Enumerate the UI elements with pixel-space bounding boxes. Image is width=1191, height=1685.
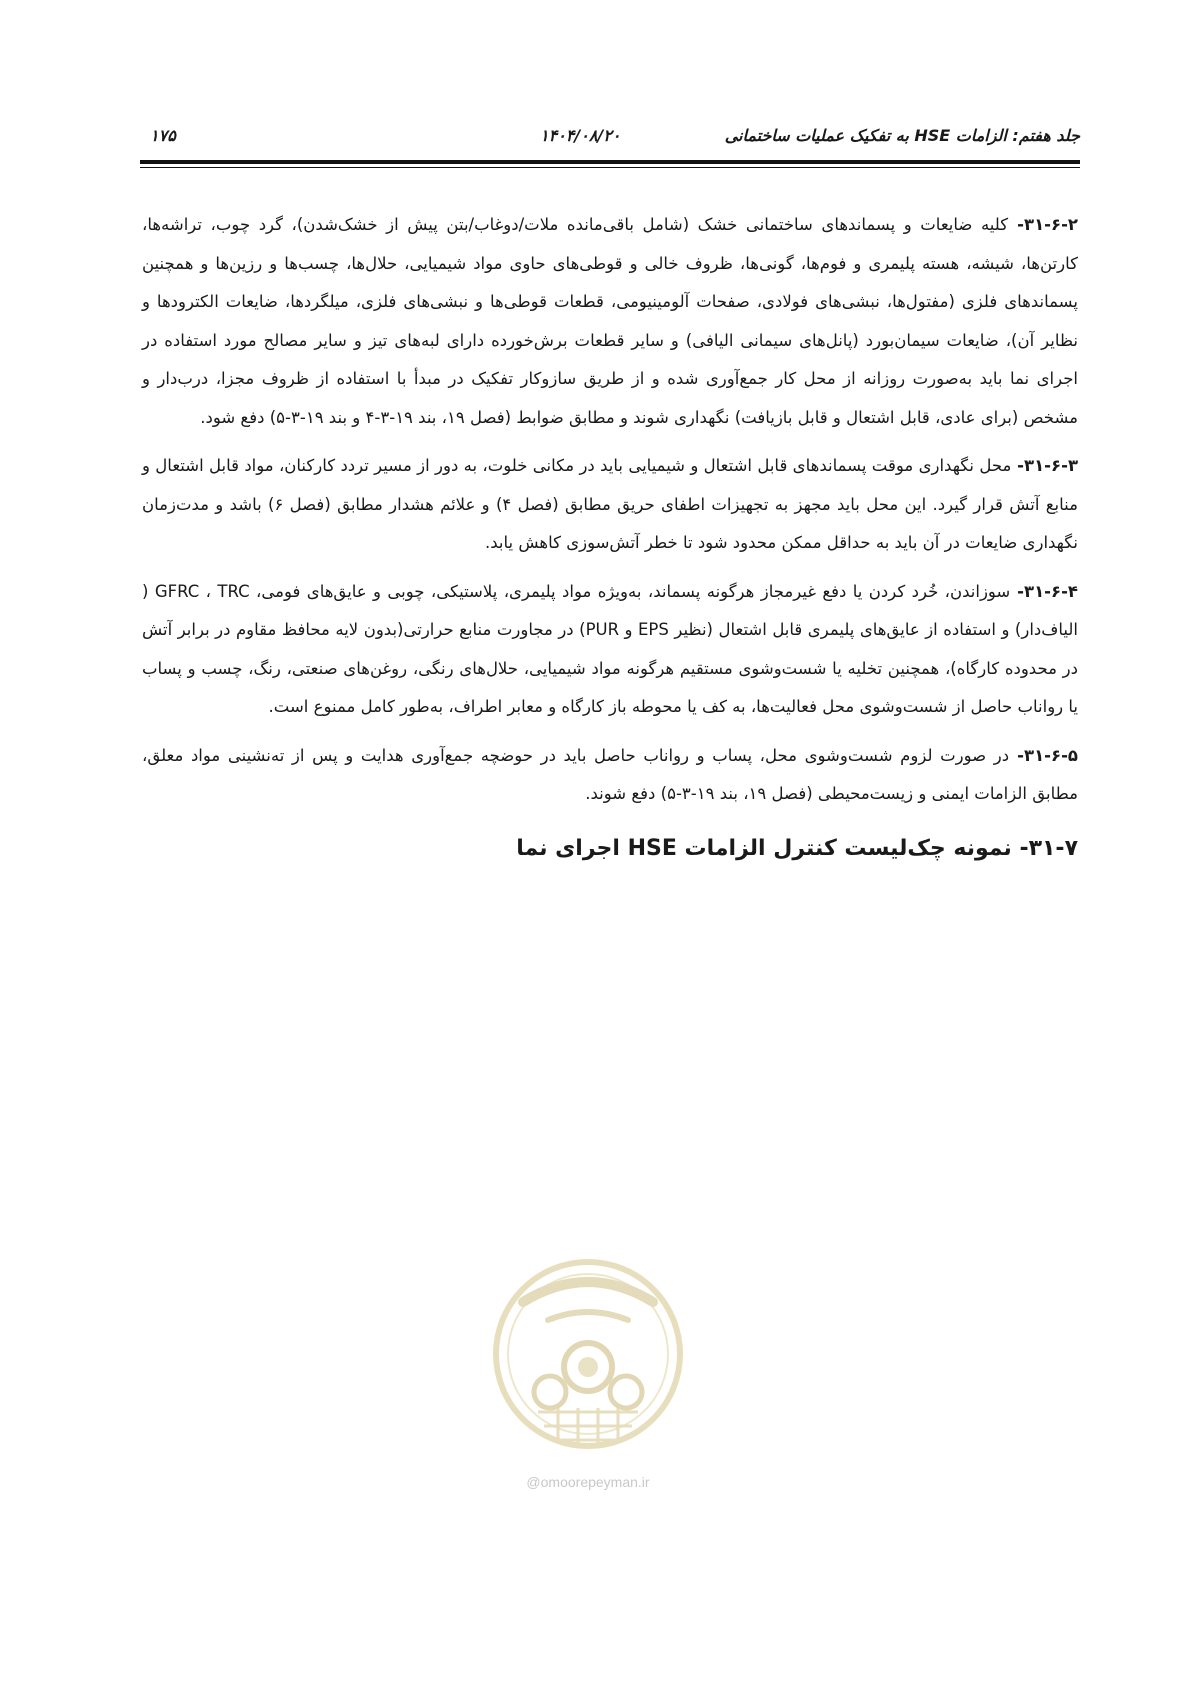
running-title: جلد هفتم: الزامات HSE به تفکیک عملیات ساختمانی bbox=[724, 126, 1080, 145]
clause-number: ۳۱-۶-۳ bbox=[1024, 456, 1079, 475]
header-date: ۱۴۰۴/۰۸/۲۰ bbox=[540, 126, 621, 145]
section-heading: ۳۱-۷- نمونه چک‌لیست کنترل الزامات HSE اجرای نما bbox=[516, 835, 1078, 861]
clause-dash: - bbox=[1008, 215, 1025, 234]
clause-number: ۳۱-۶-۲ bbox=[1024, 215, 1078, 234]
watermark-logo bbox=[478, 1242, 698, 1502]
page-header bbox=[140, 126, 1080, 160]
watermark-url: @omoorepeyman.ir bbox=[526, 1474, 650, 1490]
clause-dash: - bbox=[1010, 581, 1025, 601]
paragraph-text: محل نگهداری موقت پسماندهای قابل اشتعال و شیمیایی باید در مکانی خلوت، به دور از مسیر تردد کارکنان، مواد قابل اشتعال و منابع آتش قرار گیرد. این محل باید مجهز به تجهیزات اطفای حریق مطابق (فصل ۴) و علائم هشدار مطابق (فصل ۶) باشد و مدت‌زمان نگهداری ضایعات در آن باید به حداقل ممکن محدود شود تا خطر آتش‌سوزی کاهش یابد. bbox=[142, 456, 1078, 552]
paragraph-31-6-3 bbox=[142, 447, 1078, 563]
clause-dash: - bbox=[1009, 745, 1025, 765]
paragraph-text: سوزاندن، خُرد کردن یا دفع غیرمجاز هرگونه پسماند، به‌ویژه مواد پلیمری، پلاستیکی، چوبی و عایق‌های فومی، GFRC ، TRC ( الیاف‌دار) و استفاده از عایق‌های پلیمری قابل اشتعال (نظیر EPS و PUR) در مجاورت منابع حرارتی(بدون لایه محافظ مقاوم در برابر آتش در محدوده کارگاه)، همچنین تخلیه یا شست‌وشوی مستقیم هرگونه مواد شیمیایی، حلال‌های رنگی، روغن‌های صنعتی، رنگ، چسب و پساب یا رواناب حاصل از شست‌وشوی محل فعالیت‌ها، به کف یا محوطه باز کارگاه و معابر اطراف، به‌طور کامل ممنوع است. bbox=[142, 581, 1078, 716]
paragraph-31-6-2 bbox=[142, 206, 1078, 437]
paragraph-text: در صورت لزوم شست‌وشوی محل، پساب و رواناب حاصل باید در حوضچه جمع‌آوری هدایت و پس از ته‌نشینی مواد معلق، مطابق الزامات ایمنی و زیست‌محیطی (فصل ۱۹، بند ۱۹-۳-۵) دفع شوند. bbox=[142, 745, 1078, 803]
clause-number: ۳۱-۶-۴ bbox=[1024, 581, 1078, 601]
paragraph-31-6-4 bbox=[142, 573, 1078, 727]
seal-icon bbox=[478, 1242, 698, 1472]
body-content bbox=[142, 206, 1078, 868]
clause-dash: - bbox=[1011, 456, 1025, 475]
header-rule-thin bbox=[140, 167, 1080, 168]
paragraph-31-6-5 bbox=[142, 737, 1078, 814]
header-rule-thick bbox=[140, 160, 1080, 164]
clause-number: ۳۱-۶-۵ bbox=[1024, 745, 1078, 765]
paragraph-text: کلیه ضایعات و پسماندهای ساختمانی خشک (شامل باقی‌مانده ملات/دوغاب/بتن پیش از خشک‌شدن)، گرد چوب، تراشه‌ها، کارتن‌ها، شیشه، هسته پلیمری و فوم‌ها، گونی‌ها، ظروف خالی و قوطی‌های حاوی مواد شیمیایی، حلال‌ها، چسب‌ها و رزین‌ها و همچنین پسماندهای فلزی (مفتول‌ها، نبشی‌های فولادی، صفحات آلومینیومی، قطعات قوطی‌ها و نبشی‌های فلزی، میلگردها، ضایعات الکترودها و نظایر آن)، ضایعات سیمان‌بورد (پانل‌های سیمانی الیافی) و سایر قطعات برش‌خورده دارای لبه‌های تیز و سایر مصالح مورد استفاده در اجرای نما باید به‌صورت روزانه از محل کار جمع‌آوری شده و از طریق سازوکار تفکیک در مبدأ با استفاده از ظروف مجزا، درب‌دار و مشخص (برای عادی، قابل اشتعال و قابل بازیافت) نگهداری شوند و مطابق ضوابط (فصل ۱۹، بند ۱۹-۳-۴ و بند ۱۹-۳-۵) دفع شود. bbox=[142, 215, 1078, 427]
page-number: ۱۷۵ bbox=[150, 126, 176, 145]
